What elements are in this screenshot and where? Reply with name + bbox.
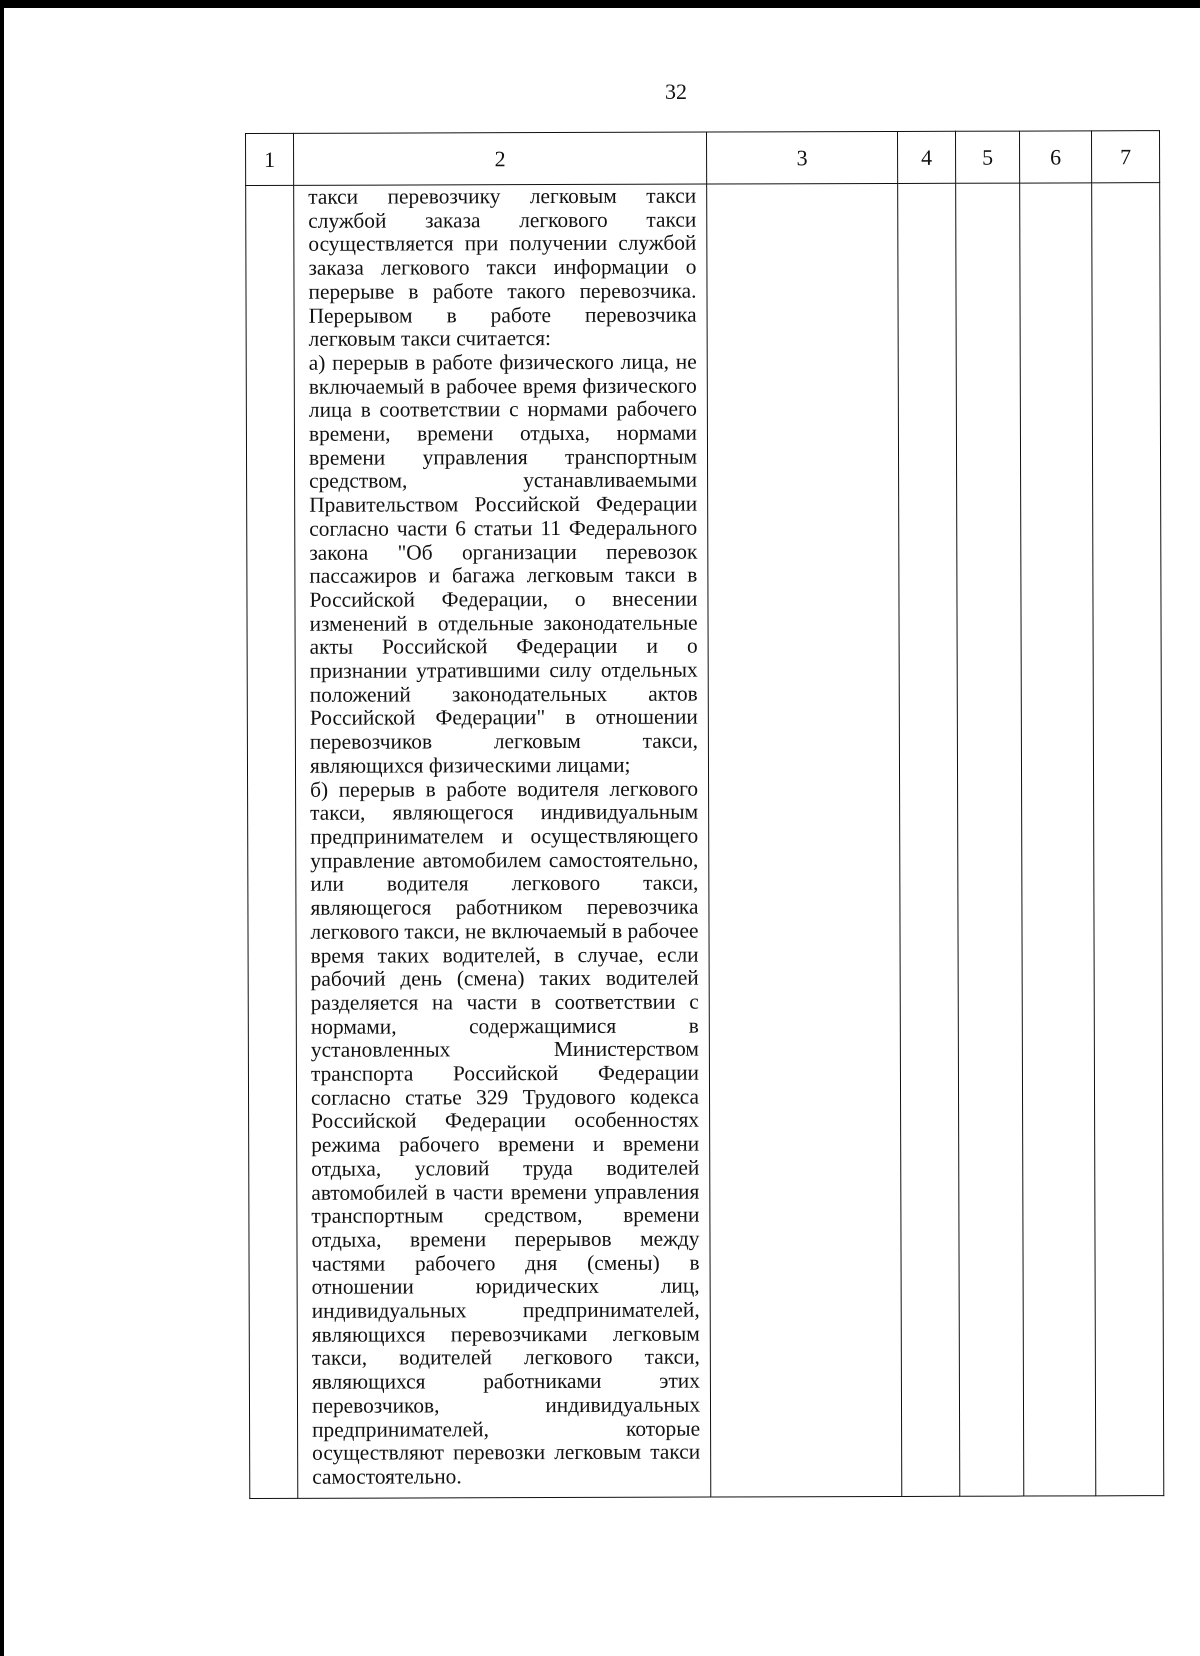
column-header-5: 5 bbox=[955, 131, 1019, 183]
column-header-1: 1 bbox=[246, 133, 294, 185]
column-header-6: 6 bbox=[1019, 131, 1091, 183]
cell-col-1 bbox=[246, 185, 298, 1498]
column-header-4: 4 bbox=[897, 131, 955, 183]
cell-col-2-text: такси перевозчику легковым такси службой заказа легкового такси осуществляется при получении службой заказа легкового такси информации о перерыве в работе такого перевозчика. Перерывом в работе перевозчика легковым такси считается: а) перерыв в работе физического лица, не включаемый в рабочее время физического лица в соответствии с нормами рабочего времени, времени отдыха, нормами времени управления транспортным средством, устанавливаемыми Правительством Российской Федерации согласно части 6 статьи 11 Федерального закона "Об организации перевозок пассажиров и багажа легковым такси в Российской Федерации, о внесении изменений в отдельные законодательные акты Российской Федерации и о признании утратившими силу отдельных положений законодательных актов Российской Федерации" в отношении перевозчиков легковым такси, являющихся физическими лицами; б) перерыв в работе водителя легкового такси, являющегося индивидуальным предпринимателем и осуществляющего управление автомобилем самостоятельно, или водителя легкового такси, являющегося работником перевозчика легкового такси, не включаемый в рабочее время таких водителей, в случае, если рабочий день (смена) таких водителей разделяется на части в соответствии с нормами, содержащимися в установленных Министерством транспорта Российской Федерации согласно статье 329 Трудового кодекса Российской Федерации особенностях режима рабочего времени и времени отдыха, условий труда водителей автомобилей в части времени управления транспортным средством, времени отдыха, времени перерывов между частями рабочего дня (смены) в отношении юридических лиц, индивидуальных предпринимателей, являющихся перевозчиками легковым такси, водителей легкового такси, являющихся работниками этих перевозчиков, индивидуальных предпринимателей, которые осуществляют перевозки легковым такси самостоятельно. bbox=[308, 183, 701, 1489]
table-header-row bbox=[246, 131, 1160, 186]
cell-col-4 bbox=[898, 183, 960, 1496]
table-row bbox=[246, 183, 1164, 1499]
column-header-7: 7 bbox=[1091, 131, 1159, 183]
requirements-table bbox=[245, 130, 1164, 1499]
cell-col-5 bbox=[956, 183, 1024, 1496]
page-number: 32 bbox=[665, 79, 687, 104]
column-header-3: 3 bbox=[706, 131, 897, 184]
scan-border-top bbox=[0, 0, 1200, 8]
cell-col-2 bbox=[294, 184, 711, 1498]
cell-col-7 bbox=[1092, 183, 1164, 1496]
cell-col-6 bbox=[1020, 183, 1096, 1496]
scan-border-left bbox=[0, 0, 4, 1656]
column-header-2: 2 bbox=[294, 132, 707, 185]
cell-col-3 bbox=[707, 183, 902, 1497]
